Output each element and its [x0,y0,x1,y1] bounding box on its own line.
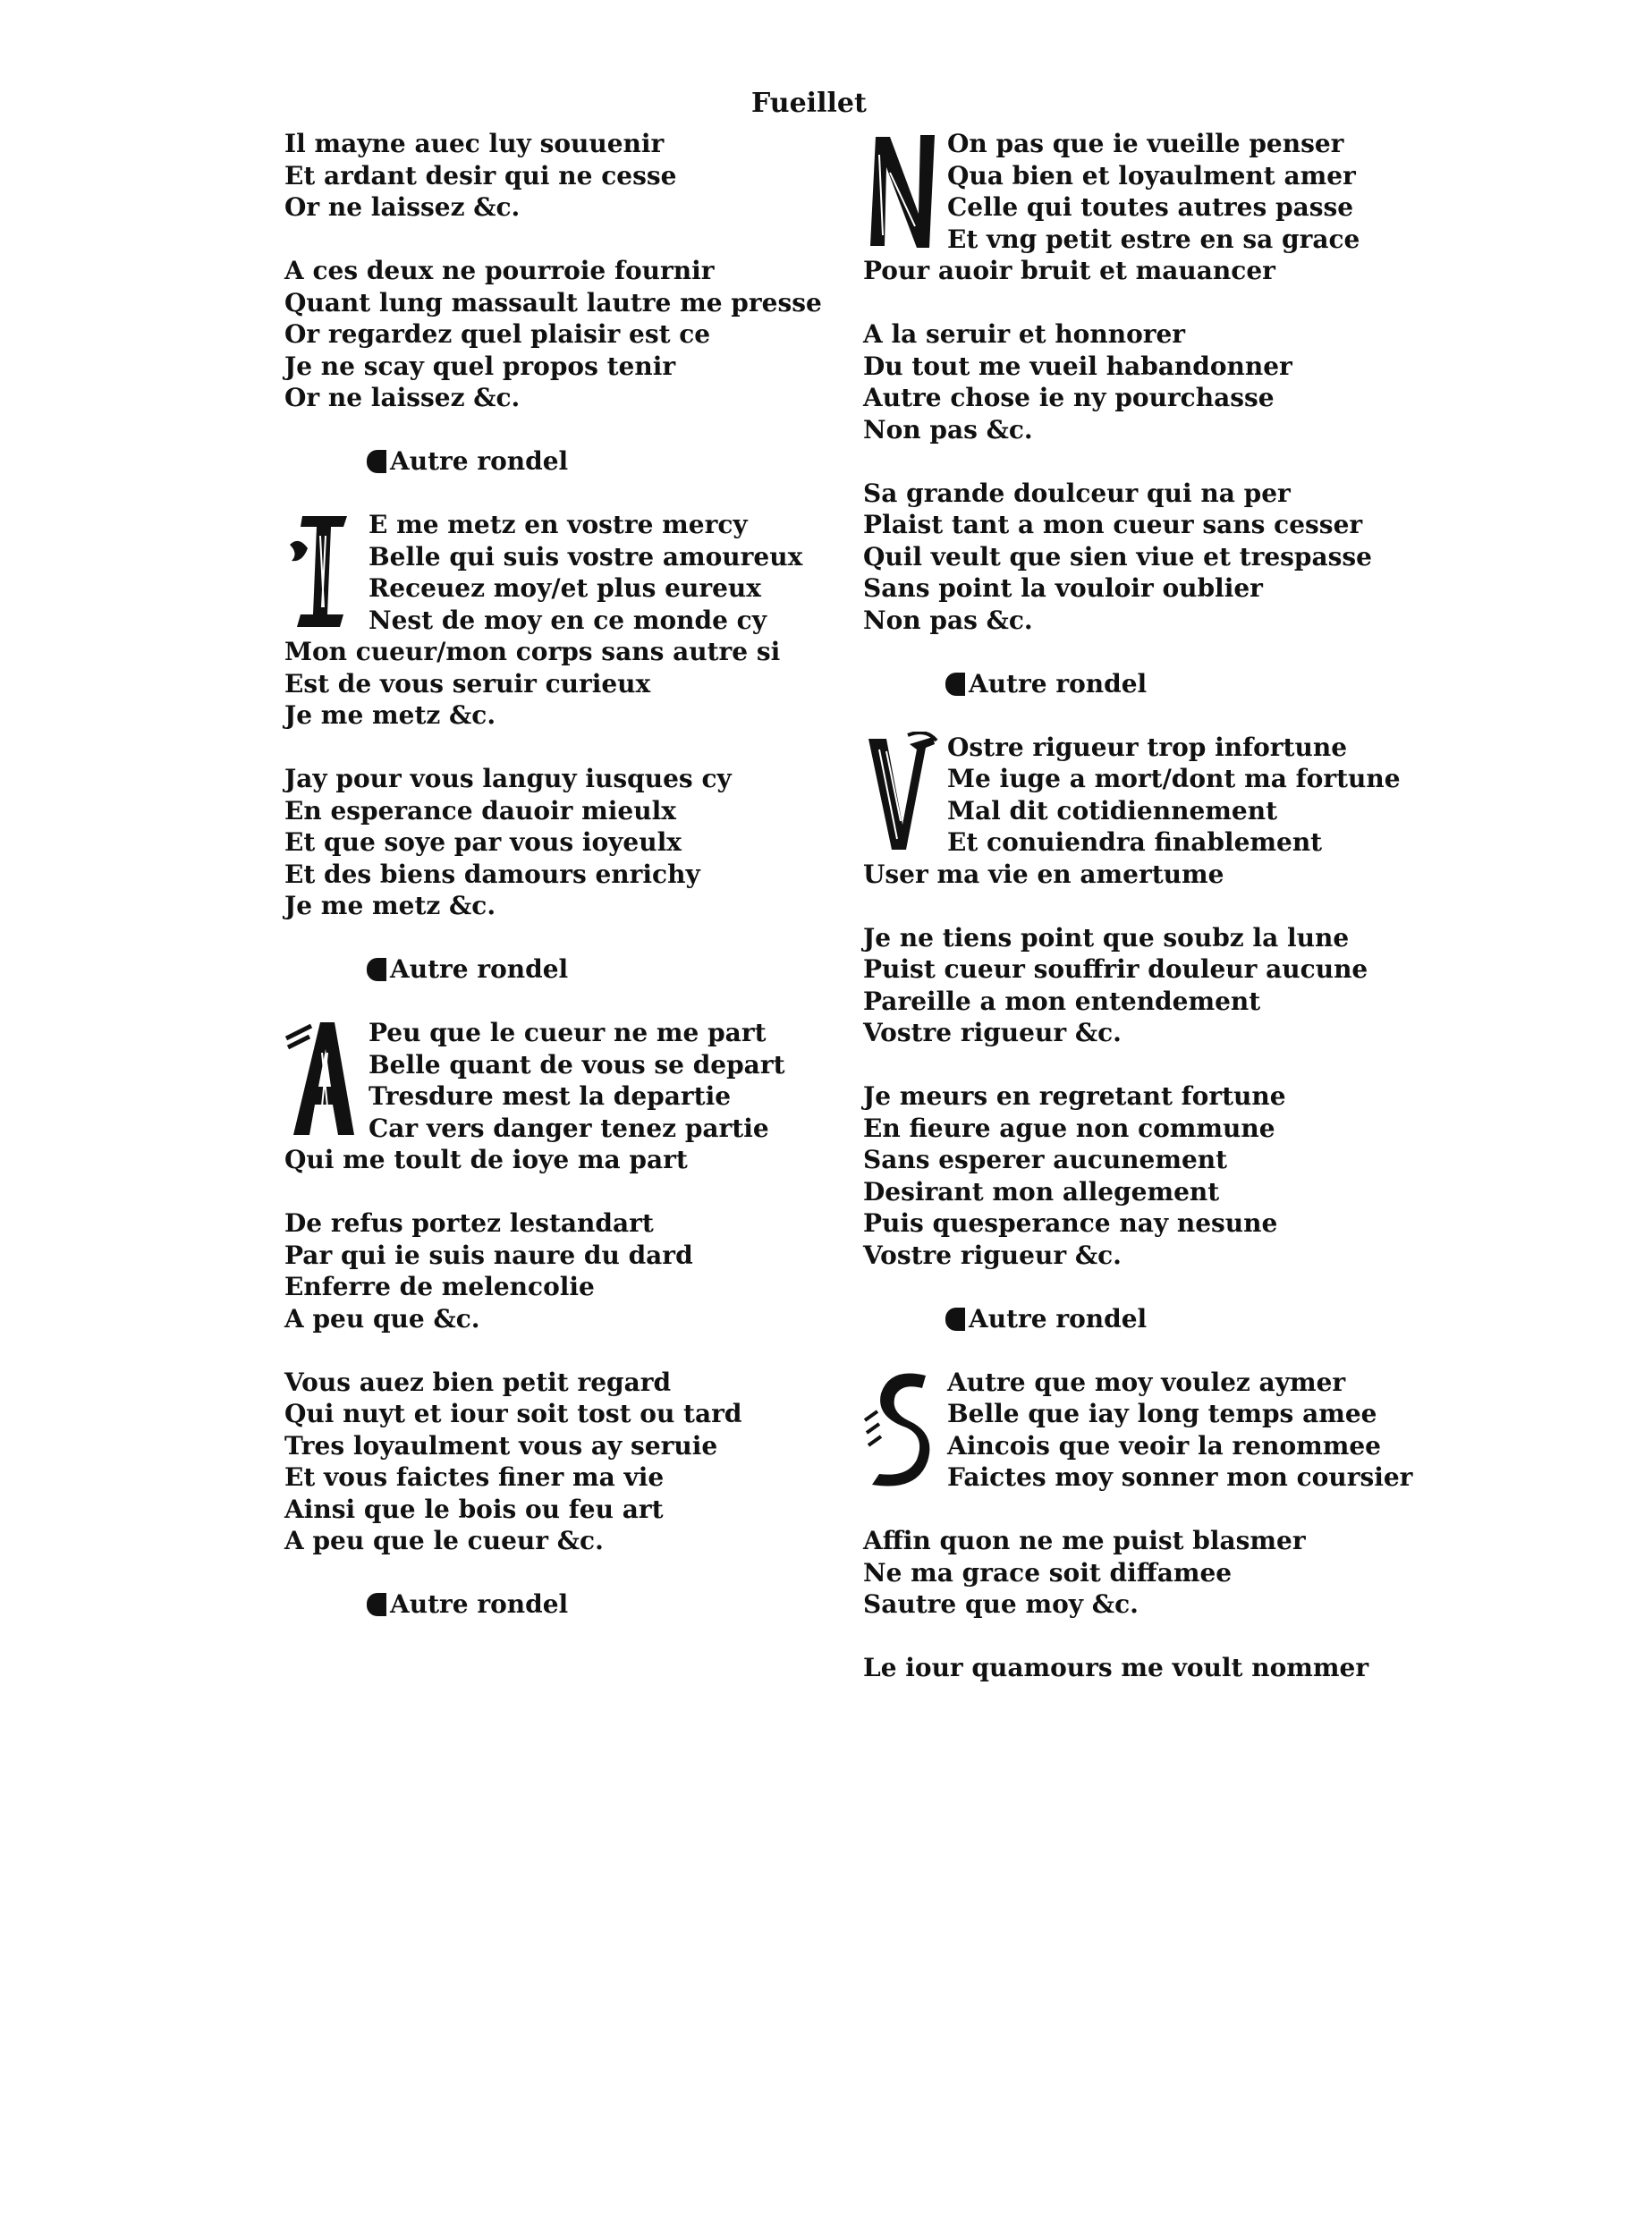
pilcrow-icon [367,958,386,981]
left-column [284,128,857,1652]
verse-line: Ne ma grace soit diffamee [863,1557,1233,1588]
verse-line: Pour auoir bruit et mauancer [863,256,1275,285]
verse-line: On pas que ie vueille penser [947,129,1344,158]
right-column [863,128,1436,1715]
verse-line: Ainsi que le bois ou feu art [284,1494,664,1524]
verse-line: Par qui ie suis naure du dard [284,1240,693,1270]
stanza [863,1080,1436,1271]
verse-line: Affin quon ne me puist blasmer [863,1526,1306,1555]
drop-cap-i-icon [284,509,360,631]
stanza [284,1207,857,1334]
verse-line: De refus portez lestandart [284,1208,654,1238]
verse-line: Faictes moy sonner mon coursier [947,1462,1413,1492]
verse-line: Je me metz &c. [284,700,496,730]
verse-line: En fieure ague non commune [863,1113,1275,1143]
verse-line: Belle qui suis vostre amoureux [369,541,803,572]
verse-line: Mal dit cotidiennement [947,795,1278,826]
verse-line: Je me metz &c. [284,891,496,920]
verse-line: Aincois que veoir la renommee [947,1430,1381,1461]
verse-line: Tres loyaulment vous ay seruie [284,1430,718,1461]
rondel-stanza [863,128,1436,287]
verse-line: Autre que moy voulez aymer [947,1367,1346,1397]
pilcrow-icon [945,673,965,696]
verse-line: Sans esperer aucunement [863,1145,1228,1174]
drop-cap-s-icon [863,1367,938,1488]
verse-line: Et vous faictes finer ma vie [284,1462,665,1492]
verse-line: Est de vous seruir curieux [284,668,651,699]
verse-line: Sans point la vouloir oublier [863,573,1263,603]
verse-line: Vostre rigueur &c. [863,1240,1122,1270]
drop-cap-v-icon [863,732,938,853]
rondel-stanza [863,732,1436,891]
verse-line: Je ne scay quel propos tenir [284,351,676,381]
verse-line: Autre chose ie ny pourchasse [863,383,1275,412]
verse-line: Belle quant de vous se depart [369,1049,785,1080]
verse-line: Jay pour vous languy iusques cy [284,764,732,793]
pilcrow-icon [367,450,386,473]
verse-line: Non pas &c. [863,414,1033,445]
verse-line: Tresdure mest la departie [369,1081,732,1111]
verse-line: Puist cueur souffrir douleur aucune [863,954,1368,984]
verse-line: A ces deux ne pourroie fournir [284,256,715,285]
rondel-heading: Autre rondel [863,668,1436,700]
rondel-heading: Autre rondel [284,445,857,478]
rondel-heading: Autre rondel [863,1303,1436,1335]
stanza [284,763,857,922]
stanza [863,478,1436,637]
verse-line: En esperance dauoir mieulx [284,795,676,826]
verse-line: Belle que iay long temps amee [947,1399,1377,1428]
stanza [284,255,857,414]
verse-line: Peu que le cueur ne me part [369,1018,767,1047]
verse-line: A la seruir et honnorer [863,319,1186,349]
verse-line: Pareille a mon entendement [863,986,1261,1016]
verse-line: Non pas &c. [863,605,1033,635]
verse-line: Ostre rigueur trop infortune [947,732,1348,762]
verse-line: Je ne tiens point que soubz la lune [863,922,1350,953]
verse-line: User ma vie en amertume [863,859,1224,889]
verse-line: Me iuge a mort/dont ma fortune [947,764,1401,793]
folio-header: Fueillet [751,88,867,119]
rondel-heading: Autre rondel [284,1588,857,1621]
verse-line: Nest de moy en ce monde cy [369,605,767,635]
verse-line: Qui me toult de ioye ma part [284,1145,688,1174]
stanza [284,128,857,224]
rondel-stanza [284,1017,857,1176]
verse-line: Or ne laissez &c. [284,383,521,412]
verse-line: Celle qui toutes autres passe [947,192,1354,222]
verse-line: Vous auez bien petit regard [284,1367,672,1397]
verse-line: A peu que &c. [284,1303,480,1334]
verse-line: Du tout me vueil habandonner [863,351,1292,381]
verse-line: Car vers danger tenez partie [369,1113,769,1143]
verse-line: Qua bien et loyaulment amer [947,160,1356,191]
stanza [863,1652,1436,1684]
rondel-stanza [284,509,857,732]
verse-line: Quil veult que sien viue et trespasse [863,541,1372,572]
verse-line: Le iour quamours me voult nommer [863,1653,1369,1682]
verse-line: Et vng petit estre en sa grace [947,224,1360,254]
verse-line: Et ardant desir qui ne cesse [284,160,677,191]
verse-line: Et que soye par vous ioyeulx [284,827,682,857]
verse-line: Receuez moy/et plus eureux [369,573,761,603]
verse-line: Puis quesperance nay nesune [863,1208,1278,1238]
stanza [863,922,1436,1049]
verse-line: Vostre rigueur &c. [863,1018,1122,1047]
verse-line: Il mayne auec luy souuenir [284,129,665,158]
verse-line: Or regardez quel plaisir est ce [284,319,711,349]
verse-line: Mon cueur/mon corps sans autre si [284,637,781,666]
verse-line: Or ne laissez &c. [284,192,521,222]
rondel-stanza [863,1367,1436,1494]
pilcrow-icon [367,1593,386,1616]
verse-line: Enferre de melencolie [284,1272,595,1301]
verse-line: Sa grande doulceur qui na per [863,478,1291,508]
drop-cap-n-icon [863,128,938,250]
stanza [863,318,1436,445]
verse-line: Sautre que moy &c. [863,1589,1139,1619]
verse-line: Qui nuyt et iour soit tost ou tard [284,1399,742,1428]
verse-line: Je meurs en regretant fortune [863,1081,1286,1111]
verse-line: Et des biens damours enrichy [284,859,700,889]
verse-line: Plaist tant a mon cueur sans cesser [863,510,1363,539]
verse-line: E me metz en vostre mercy [369,510,748,539]
verse-line: A peu que le cueur &c. [284,1526,604,1555]
drop-cap-a-icon [284,1017,360,1139]
verse-line: Et conuiendra finablement [947,827,1323,857]
stanza [863,1525,1436,1621]
pilcrow-icon [945,1308,965,1331]
rondel-heading: Autre rondel [284,953,857,986]
stanza [284,1367,857,1557]
verse-line: Quant lung massault lautre me presse [284,287,822,318]
verse-line: Desirant mon allegement [863,1176,1220,1207]
